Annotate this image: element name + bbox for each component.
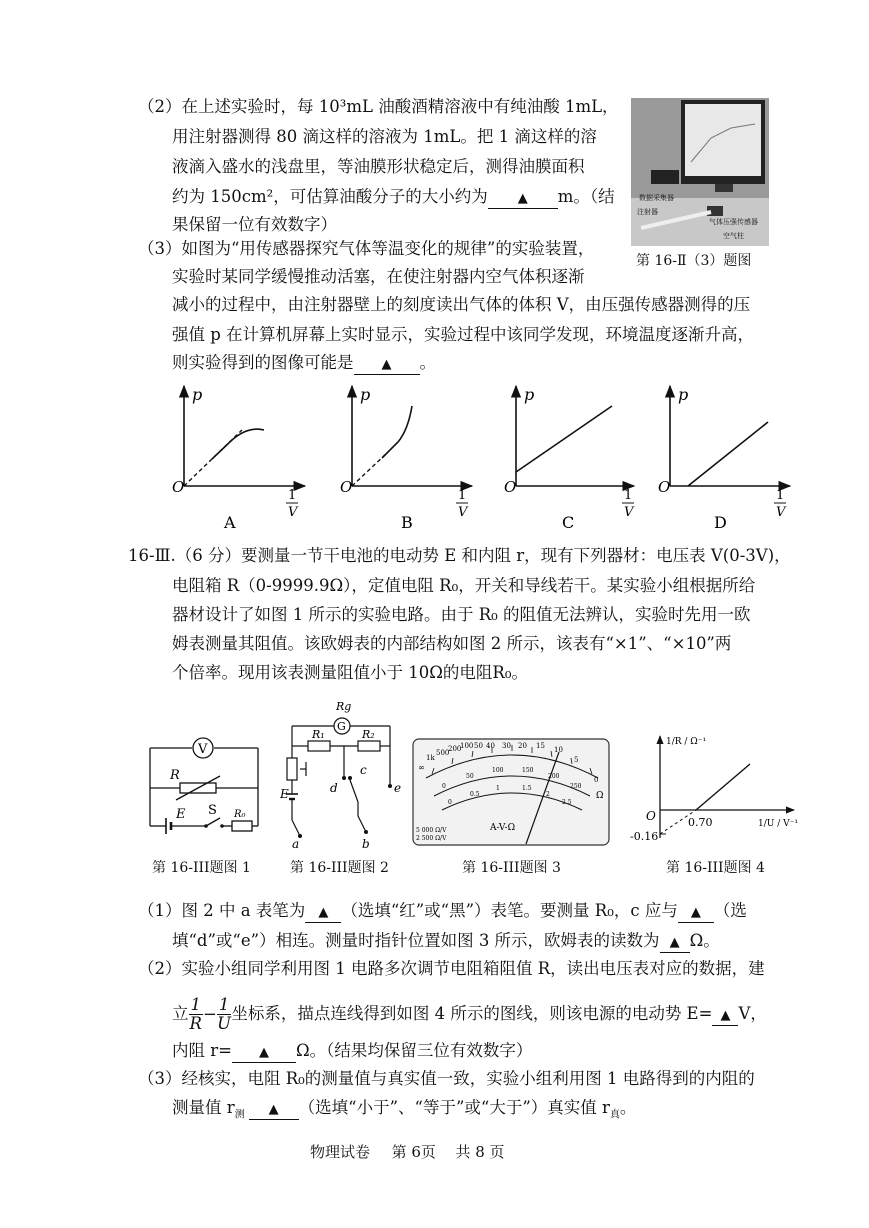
figure-2-circuit [278, 698, 408, 850]
figure-4-graph [630, 730, 800, 848]
sub3-line-1: （3）经核实，电阻 R₀的测量值与真实值一致，实验小组利用图 1 电路得到的内阻的 [138, 1069, 755, 1088]
dc-scale-label: 250 [570, 783, 582, 790]
origin-label: O [658, 478, 671, 496]
graph-a [172, 385, 305, 532]
resistor-box-label: R [170, 768, 180, 783]
answer-blank: ▲ [712, 1005, 738, 1026]
ohm-scale-label: 10 [554, 746, 563, 754]
y-axis-label: p [524, 385, 535, 404]
photo-caption: 第 16-Ⅱ（3）题图 [636, 253, 752, 269]
emf-label: E [176, 807, 186, 822]
x-axis-label: 1 [776, 488, 785, 503]
figure-1-circuit [140, 726, 270, 850]
ohm-scale-label: 40 [486, 742, 495, 750]
q16-3-intro-4: 姆表测量其阻值。该欧姆表的内部结构如图 2 所示，该表有“×1”、“×10”两 [172, 634, 732, 653]
answer-blank: ▲ [678, 902, 714, 923]
experiment-photo [631, 98, 769, 246]
ohm-unit-label: Ω [596, 791, 604, 801]
sub2-line-2: 立 $\frac{1}{R}$ − $\frac{1}{U}$ 坐标系，描点连线得到如图 4 所示的图线，则该电源的电动势 E= ▲ V， [172, 995, 767, 1033]
x-axis-label: 1 [288, 488, 297, 503]
sub2-line-1: （2）实验小组同学利用图 1 电路多次调节电阻箱阻值 R，读出电压表对应的数据，建 [138, 959, 765, 978]
q3-line-1: （3）如图为“用传感器探究气体等温变化的规律”的实验装置， [138, 239, 595, 258]
probe-a-label: a [292, 837, 300, 850]
dc-scale-label: 200 [548, 773, 560, 780]
x-axis-label: 1 [458, 488, 467, 503]
photo-label: 数据采集器 [639, 194, 674, 202]
voltmeter-label: V [198, 742, 208, 757]
graph-b [340, 385, 472, 532]
origin-label: O [172, 478, 185, 496]
q2-line-2: 用注射器测得 80 滴这样的溶液为 1mL。把 1 滴这样的溶 [172, 127, 597, 146]
figure-2-caption: 第 16-III题图 2 [290, 860, 389, 876]
photo-label: 气体压强传感器 [709, 218, 758, 226]
q16-3-intro-2: 电阻箱 R（0-9999.9Ω），定值电阻 R₀，开关和导线若干。某实验小组根据所给 [172, 576, 756, 595]
fraction-1-over-r: $\frac{1}{R}$ [189, 995, 202, 1033]
ac-scale-label: 2 [546, 791, 550, 798]
terminal-c-label: c [360, 763, 367, 777]
footer-subject: 物理试卷 [310, 1143, 371, 1161]
ohm-scale-label: 500 [436, 749, 450, 757]
dc-scale-label: 50 [466, 773, 474, 780]
ohm-scale-label: 20 [518, 742, 527, 750]
ohm-scale-label: 0 [594, 776, 599, 784]
option-label: B [401, 513, 413, 532]
answer-blank: ▲ [305, 902, 341, 923]
figure-3-meter [412, 738, 610, 846]
q16-3-intro-1: 16-Ⅲ.（6 分）要测量一节干电池的电动势 E 和内阻 r，现有下列器材：电压表 V(0-3V)， [128, 546, 791, 565]
ohm-scale-label: ∞ [418, 763, 425, 772]
terminal-e-label: e [394, 781, 402, 795]
ac-scale-label: 2.5 [562, 799, 572, 806]
q16-3-intro-5: 个倍率。现用该表测量阻值小于 10Ω的电阻R₀。 [172, 663, 528, 682]
ohm-scale-label: 30 [502, 742, 511, 750]
sub1-line-2: 填“d”或“e”）相连。测量时指针位置如图 3 所示，欧姆表的读数为 ▲ Ω。 [172, 930, 720, 953]
graph-c [504, 385, 635, 532]
meter-sensitivity: 2 500 Ω/V [416, 835, 447, 842]
graph-d [658, 385, 790, 532]
ohm-scale-label: 100 [460, 742, 474, 750]
answer-blank: ▲ [488, 188, 558, 209]
y-axis-label: p [678, 385, 689, 404]
x-axis-label: V [288, 505, 298, 520]
q2-line-1: （2）在上述实验时，每 10³mL 油酸酒精溶液中有纯油酸 1mL， [138, 97, 619, 116]
ac-scale-label: 0.5 [470, 791, 480, 798]
meter-sensitivity: 5 000 Ω/V [416, 827, 447, 834]
y-axis-label: 1/R / Ω⁻¹ [666, 737, 707, 747]
origin-label: O [646, 809, 656, 823]
ac-scale-label: 1 [496, 785, 500, 792]
dc-scale-label: 150 [522, 767, 534, 774]
probe-b-label: b [362, 837, 370, 850]
y-axis-label: p [192, 385, 203, 404]
origin-label: O [340, 478, 353, 496]
sub2-line-3: 内阻 r= ▲ Ω。（结果均保留三位有效数字） [172, 1040, 532, 1063]
x-axis-label: 1 [624, 488, 633, 503]
q2-line-4: 约为 150cm²，可估算油酸分子的大小约为 ▲ m。（结 [172, 186, 615, 209]
ohm-scale-label: 200 [448, 745, 462, 753]
emf-label: E [280, 787, 289, 801]
answer-blank: ▲ [232, 1042, 296, 1063]
sub1-line-1: （1）图 2 中 a 表笔为 ▲ （选填“红”或“黑”）表笔。要测量 R₀，c 应与 ▲ （选 [138, 900, 747, 923]
x-axis-label: V [624, 505, 634, 520]
ac-scale-label: 0 [448, 799, 452, 806]
fraction-1-over-u: $\frac{1}{U}$ [217, 995, 232, 1033]
y-intercept-label: -0.16 [630, 830, 659, 843]
photo-label: 空气柱 [723, 232, 744, 240]
ohm-scale-label: 1k [426, 754, 435, 762]
q3-line-4: 强值 p 在计算机屏幕上实时显示，实验过程中该同学发现，环境温度逐渐升高， [172, 325, 755, 344]
y-axis-label: p [360, 385, 371, 404]
figure-1-caption: 第 16-III题图 1 [152, 860, 251, 876]
answer-blank: ▲ [660, 932, 690, 953]
ohm-scale-label: 15 [536, 742, 545, 750]
terminal-d-label: d [330, 781, 338, 795]
r0-label: R₀ [234, 809, 246, 820]
ohm-scale-label: 5 [574, 756, 579, 764]
x-axis-label: V [776, 505, 786, 520]
q2-line-3: 液滴入盛水的浅盘里，等油膜形状稳定后，测得油膜面积 [172, 157, 585, 176]
figure-3-caption: 第 16-III题图 3 [462, 860, 561, 876]
q3-line-5: 则实验得到的图像可能是 ▲ 。 [172, 352, 436, 375]
q2-line-4-text: 约为 150cm²，可估算油酸分子的大小约为 [172, 187, 488, 206]
r2-label: R₂ [362, 728, 375, 741]
q3-line-3: 减小的过程中，由注射器壁上的刻度读出气体的体积 V，由压强传感器测得的压 [172, 295, 751, 314]
origin-label: O [504, 478, 517, 496]
ac-scale-label: 1.5 [522, 785, 532, 792]
switch-label: S [208, 803, 217, 818]
option-label: D [714, 513, 727, 532]
option-label: A [224, 513, 236, 532]
footer-total: 共 8 页 [455, 1143, 505, 1161]
figure-4-caption: 第 16-III题图 4 [666, 860, 765, 876]
x-intercept-label: 0.70 [688, 816, 713, 829]
q16-3-intro-3: 器材设计了如图 1 所示的实验电路。由于 R₀ 的阻值无法辨认，实验时先用一欧 [172, 605, 751, 624]
ohm-scale-label: 50 [474, 742, 483, 750]
pv-graphs [160, 378, 800, 534]
option-label: C [562, 513, 575, 532]
meter-center-label: A-V-Ω [490, 823, 516, 833]
galvanometer-label: G [337, 720, 346, 733]
photo-label: 注射器 [637, 208, 658, 216]
answer-blank: ▲ [354, 354, 420, 375]
sub3-line-2: 测量值 $r_测$ ▲ （选填“小于”、“等于”或“大于”）真实值 $r_真$。 [172, 1098, 637, 1121]
answer-blank: ▲ [249, 1099, 299, 1120]
page-footer [310, 1141, 505, 1162]
r1-label: R₁ [312, 728, 325, 741]
dc-scale-label: 0 [442, 783, 446, 790]
rg-label: Rg [336, 700, 352, 713]
q2-line-5: 果保留一位有效数字） [172, 215, 337, 234]
x-axis-label: V [458, 505, 468, 520]
dc-scale-label: 100 [492, 767, 504, 774]
x-axis-label: 1/U / V⁻¹ [758, 819, 798, 829]
q3-line-2: 实验时某同学缓慢推动活塞，在使注射器内空气体积逐渐 [172, 267, 585, 286]
footer-page: 第 6页 [391, 1143, 436, 1161]
